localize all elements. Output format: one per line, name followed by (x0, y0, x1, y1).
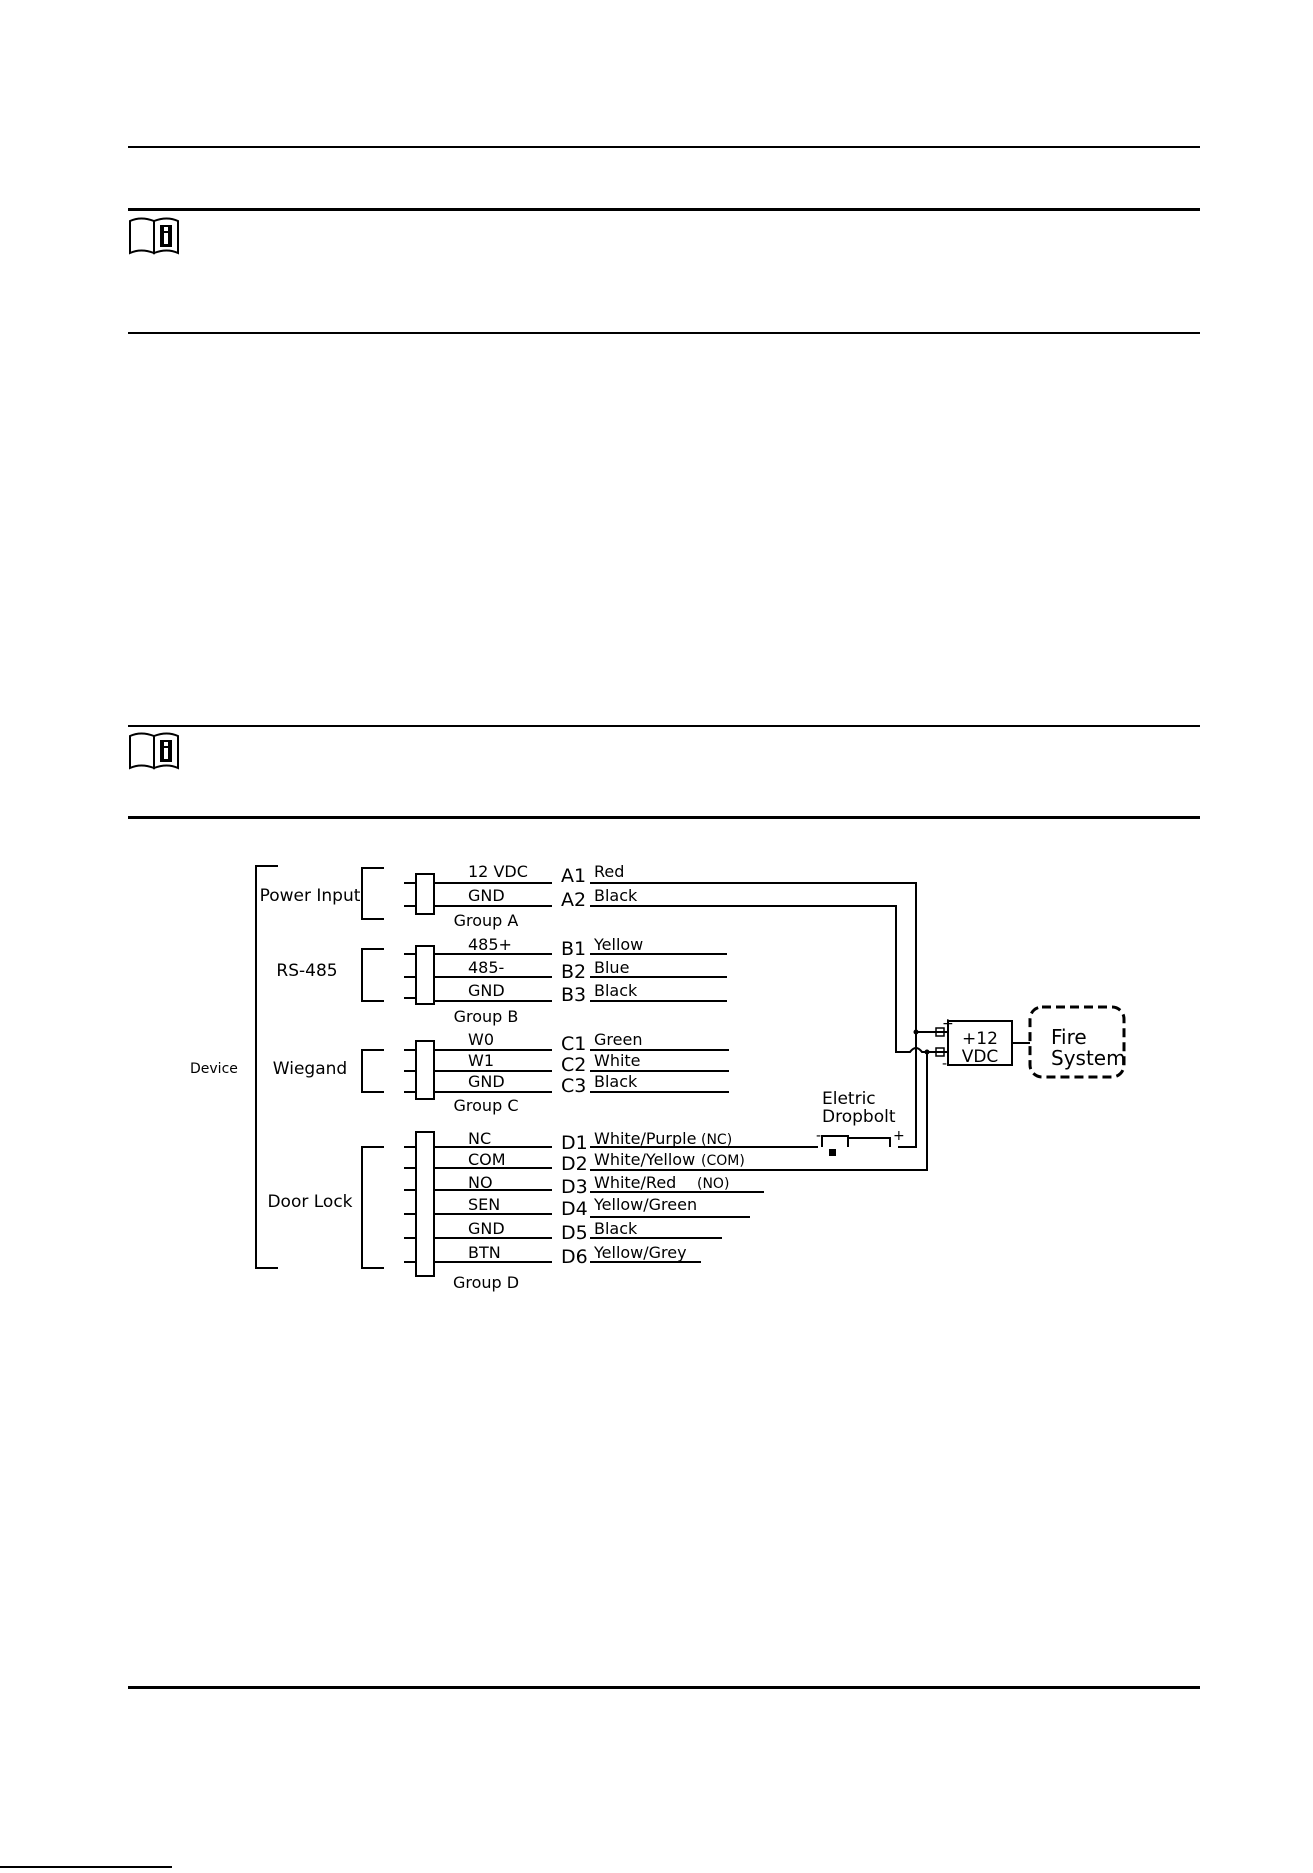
terminal-code: B1 (561, 938, 587, 960)
group-name-3: Door Lock (267, 1192, 353, 1212)
wire-color-label: White/Purple (594, 1129, 697, 1148)
fire-label-1: Fire (1051, 1025, 1087, 1049)
contact-tag: (COM) (701, 1153, 745, 1169)
device-label: Device (190, 1061, 238, 1077)
pin-label: GND (468, 886, 505, 905)
terminal-code: A2 (561, 889, 587, 911)
terminal-code: D4 (561, 1198, 588, 1220)
pin-label: NC (468, 1129, 492, 1148)
terminal-code: D6 (561, 1246, 588, 1268)
pin-label: 485- (468, 958, 505, 977)
wire-color-label: White/Red (594, 1173, 677, 1192)
dropbolt-label-1: Eletric (822, 1089, 876, 1109)
terminal-code: C1 (561, 1033, 587, 1055)
wire-color-label: Black (594, 1219, 638, 1238)
terminal-code: D1 (561, 1132, 588, 1154)
psu-minus: - (942, 1056, 948, 1072)
pin-label: 12 VDC (468, 862, 528, 881)
pin-label: GND (468, 1219, 505, 1238)
pin-label: GND (468, 1072, 505, 1091)
group-label-2: Group C (453, 1096, 519, 1115)
wire-color-label: Yellow/Green (594, 1195, 698, 1214)
group-name-1: RS-485 (276, 961, 338, 981)
pin-label: NO (468, 1173, 493, 1192)
pin-label: COM (468, 1150, 506, 1169)
dropbolt-minus: - (816, 1128, 822, 1144)
dropbolt-label-2: Dropbolt (822, 1107, 896, 1127)
group-name-2: Wiegand (272, 1059, 348, 1079)
pin-label: BTN (468, 1243, 501, 1262)
terminal-code: A1 (561, 865, 587, 887)
pin-label: GND (468, 981, 505, 1000)
wire-color-label: Blue (594, 958, 630, 977)
group-name-0: Power Input (259, 886, 361, 906)
fire-label-2: System (1051, 1046, 1126, 1070)
dropbolt-plus: + (893, 1128, 905, 1144)
wire-color-label: Green (594, 1030, 643, 1049)
group-label-0: Group A (453, 911, 519, 930)
wire-color-label: Black (594, 1072, 638, 1091)
terminal-code: C3 (561, 1075, 587, 1097)
terminal-code: D2 (561, 1153, 588, 1175)
contact-tag: (NO) (697, 1176, 730, 1192)
terminal-code: D5 (561, 1222, 588, 1244)
wire-color-label: Yellow/Grey (594, 1243, 687, 1262)
group-label-3: Group D (452, 1273, 520, 1292)
pin-label: SEN (468, 1195, 501, 1214)
terminal-code: B3 (561, 984, 587, 1006)
pin-label: 485+ (468, 935, 512, 954)
wire-color-label: Yellow (594, 935, 644, 954)
terminal-code: B2 (561, 961, 587, 983)
psu-label-1: +12 (962, 1029, 998, 1049)
psu-plus: + (942, 1016, 954, 1032)
terminal-code: D3 (561, 1176, 588, 1198)
wire-color-label: Red (594, 862, 625, 881)
wire-color-label: White/Yellow (594, 1150, 696, 1169)
group-label-1: Group B (453, 1007, 519, 1026)
pin-label: W0 (468, 1030, 494, 1049)
psu-label-2: VDC (961, 1047, 999, 1067)
pin-label: W1 (468, 1051, 494, 1070)
wire-color-label: Black (594, 886, 638, 905)
terminal-code: C2 (561, 1054, 587, 1076)
contact-tag: (NC) (701, 1132, 733, 1148)
wire-color-label: Black (594, 981, 638, 1000)
wire-color-label: White (594, 1051, 641, 1070)
